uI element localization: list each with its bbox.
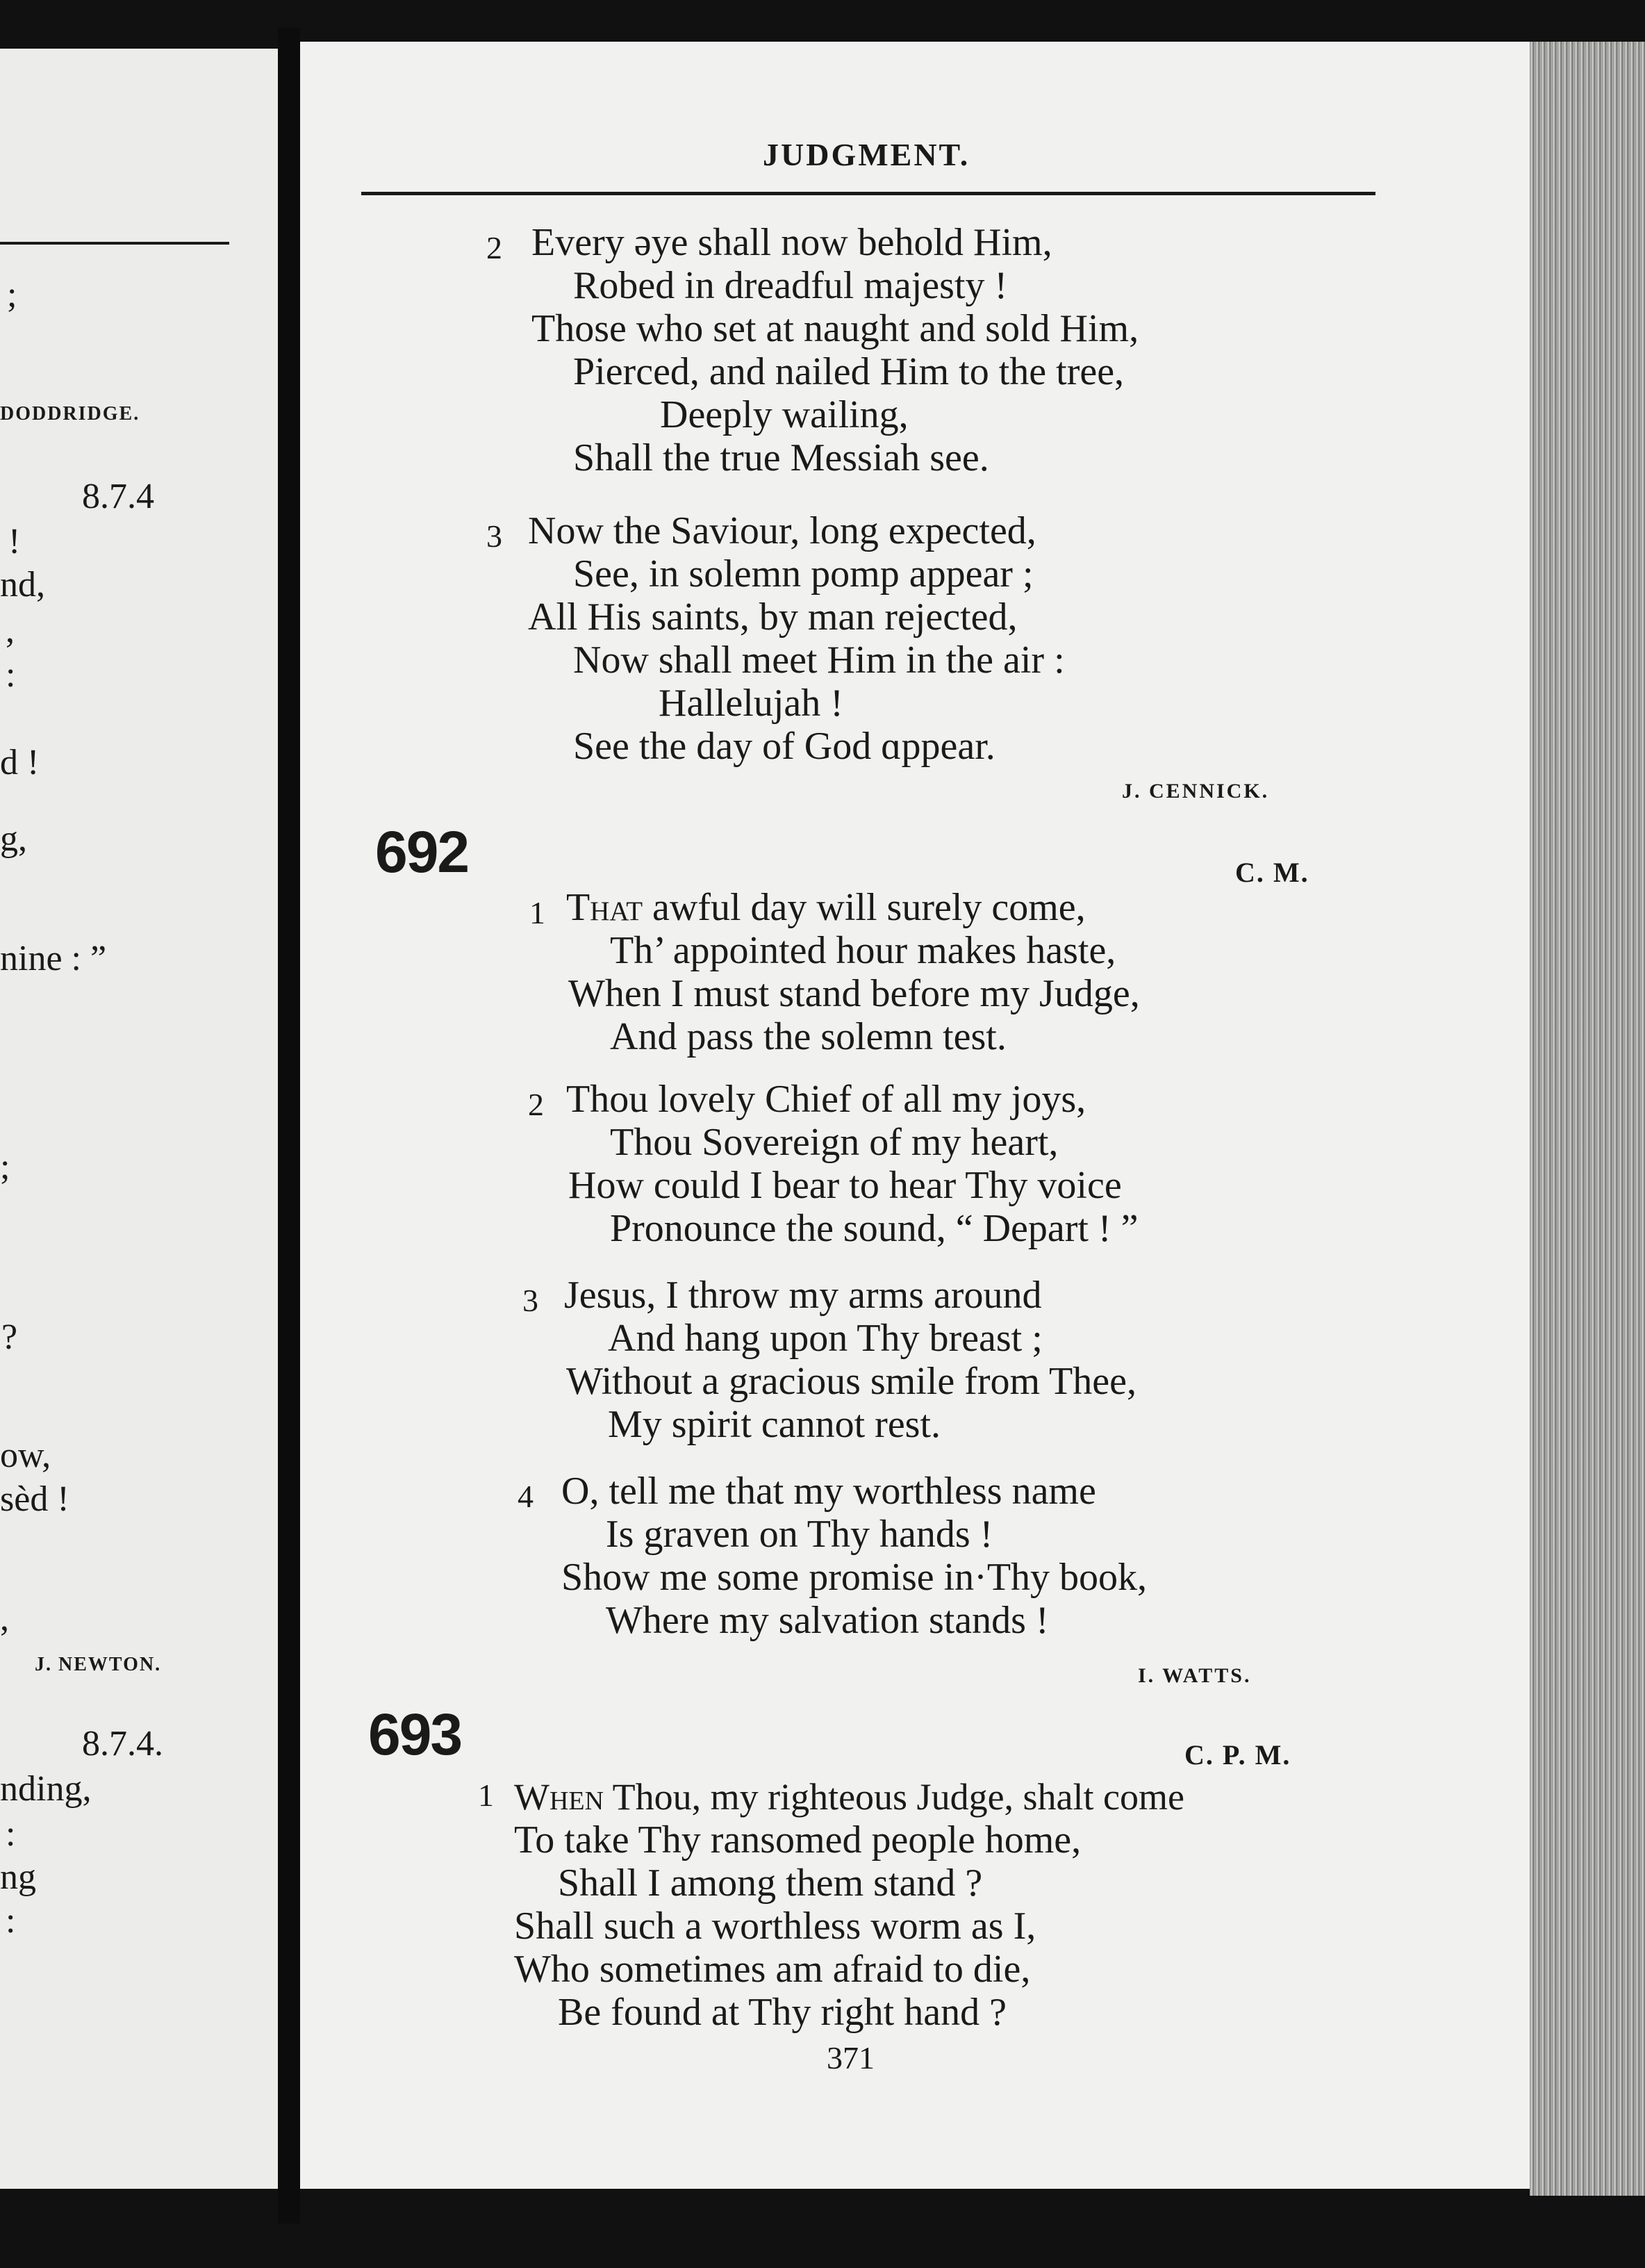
verse-line: To take Thy ransomed people home, bbox=[514, 1818, 1082, 1862]
verse-number: 3 bbox=[522, 1283, 538, 1318]
verse-line bbox=[514, 1775, 1184, 1818]
left-page-fragment: DODDRIDGE. bbox=[0, 403, 140, 425]
verse-line: Without a gracious smile from Thee, bbox=[566, 1360, 1136, 1403]
left-page-fragment: : bbox=[6, 655, 16, 695]
verse-line: Now the Saviour, long expected, bbox=[528, 509, 1036, 552]
left-page-fragment: : bbox=[6, 1814, 16, 1854]
verse-number: 4 bbox=[518, 1479, 534, 1514]
left-page-fragment: d ! bbox=[0, 743, 40, 782]
hymn-author: J. CENNICK. bbox=[1122, 780, 1270, 803]
hymn-author: I. WATTS. bbox=[1138, 1664, 1252, 1687]
verse-line: Is graven on Thy hands ! bbox=[606, 1513, 993, 1556]
verse-line: Deeply wailing, bbox=[660, 393, 909, 436]
hymn-meter: C. P. M. bbox=[1184, 1739, 1291, 1770]
first-word: When bbox=[514, 1776, 604, 1818]
hymn-meter: C. M. bbox=[1235, 857, 1309, 888]
left-page-fragment: ng bbox=[0, 1857, 36, 1897]
verse-line: Now shall meet Him in the air : bbox=[573, 639, 1065, 682]
verse-line: O, tell me that my worthless name bbox=[561, 1470, 1096, 1513]
page-number: 371 bbox=[827, 2040, 875, 2076]
verse-line: Who sometimes am afraid to die, bbox=[514, 1948, 1031, 1991]
left-page-fragment: J. NEWTON. bbox=[35, 1654, 162, 1675]
first-word: That bbox=[566, 886, 643, 929]
verse-line: Be found at Thy right hand ? bbox=[558, 1991, 1007, 2034]
verse-number: 2 bbox=[486, 230, 502, 265]
hymn-number: 693 bbox=[368, 1702, 462, 1767]
verse-number: 2 bbox=[528, 1087, 544, 1122]
left-page-fragment: ! bbox=[8, 522, 21, 561]
left-page-fragment: ; bbox=[7, 275, 17, 315]
left-page-fragment: ; bbox=[0, 1147, 10, 1187]
left-page-fragment: ow, bbox=[0, 1436, 51, 1475]
verse-number: 3 bbox=[486, 518, 502, 554]
verse-line bbox=[566, 886, 1086, 929]
verse-line: And hang upon Thy breast ; bbox=[608, 1317, 1043, 1360]
verse-line: How could I bear to hear Thy voice bbox=[568, 1164, 1122, 1207]
book-gutter bbox=[278, 28, 300, 2224]
left-page-fragment: g, bbox=[0, 819, 27, 859]
left-page-fragment: sèd ! bbox=[0, 1479, 69, 1519]
verse-line: All His saints, by man rejected, bbox=[528, 595, 1018, 639]
verse-line: See, in solemn pomp appear ; bbox=[573, 552, 1034, 595]
left-page-fragment: 8.7.4. bbox=[82, 1724, 163, 1764]
verse-line: Those who set at naught and sold Him, bbox=[531, 307, 1139, 350]
verse-line: Pierced, and nailed Him to the tree, bbox=[573, 350, 1125, 393]
verse-line: Thou lovely Chief of all my joys, bbox=[566, 1078, 1086, 1121]
left-facing-page bbox=[0, 49, 278, 2189]
left-page-fragment: 8.7.4 bbox=[82, 477, 154, 516]
verse-line: My spirit cannot rest. bbox=[608, 1403, 941, 1446]
verse-line: And pass the solemn test. bbox=[610, 1015, 1007, 1058]
verse-line: Shall the true Messiah see. bbox=[573, 436, 989, 479]
verse-line: See the day of God ɑppear. bbox=[573, 725, 995, 768]
verse-line: Thou Sovereign of my heart, bbox=[610, 1121, 1059, 1164]
verse-line: Jesus, I throw my arms around bbox=[564, 1274, 1042, 1317]
verse-line-rest: awful day will surely come, bbox=[643, 886, 1086, 929]
hymn-number: 692 bbox=[375, 819, 469, 885]
verse-line: Where my salvation stands ! bbox=[606, 1599, 1049, 1642]
verse-line: Th’ appointed hour makes haste, bbox=[610, 929, 1116, 972]
verse-number: 1 bbox=[529, 895, 545, 930]
verse-line: Hallelujah ! bbox=[659, 682, 843, 725]
left-page-fragment: : bbox=[6, 1901, 16, 1941]
verse-line: Pronounce the sound, “ Depart ! ” bbox=[610, 1207, 1139, 1250]
left-page-fragment: , bbox=[6, 611, 15, 650]
verse-line: When I must stand before my Judge, bbox=[568, 972, 1140, 1015]
header-rule bbox=[361, 192, 1375, 195]
verse-line: Shall such a worthless worm as I, bbox=[514, 1905, 1036, 1948]
left-page-fragment: nding, bbox=[0, 1769, 92, 1809]
verse-line: Show me some promise in·Thy book, bbox=[561, 1556, 1148, 1599]
verse-line: Robed in dreadful majesty ! bbox=[573, 264, 1008, 307]
page-edges bbox=[1530, 42, 1645, 2196]
left-page-fragment: nine : ” bbox=[0, 939, 107, 978]
verse-line-rest: Thou, my righteous Judge, shalt come bbox=[604, 1776, 1184, 1818]
verse-number: 1 bbox=[478, 1777, 494, 1813]
verse-line: Shall I among them stand ? bbox=[558, 1862, 983, 1905]
page-title: JUDGMENT. bbox=[763, 137, 970, 172]
verse-line: Every əye shall now behold Him, bbox=[531, 221, 1052, 264]
left-page-fragment: nd, bbox=[0, 565, 45, 605]
left-page-fragment: ? bbox=[1, 1317, 18, 1357]
left-header-rule bbox=[0, 242, 229, 245]
left-page-fragment: , bbox=[0, 1599, 9, 1638]
